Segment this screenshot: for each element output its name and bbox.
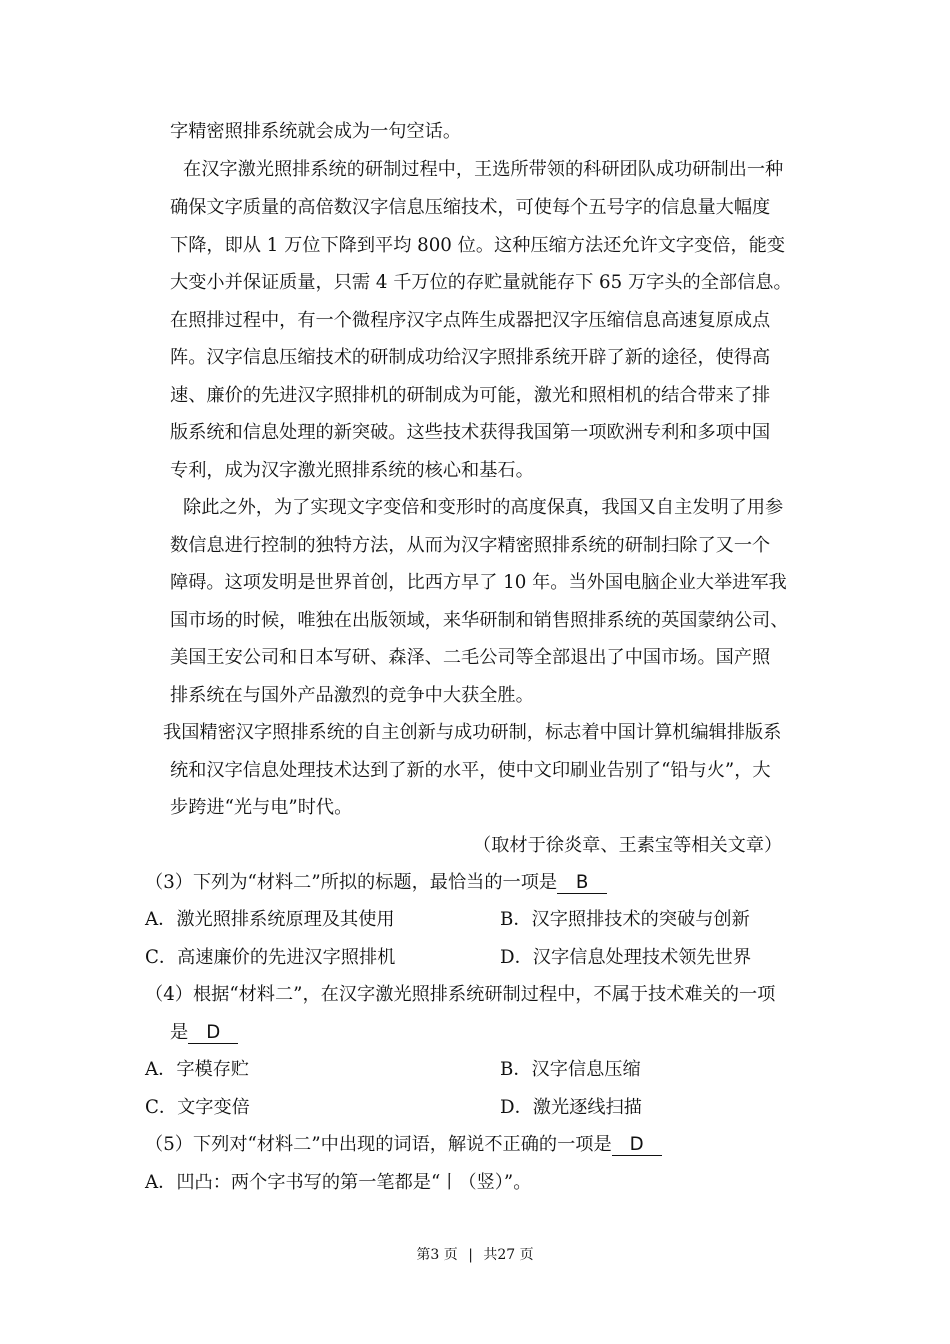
question-stem [145, 1133, 662, 1157]
text-line: 统和汉字信息处理技术达到了新的水平，使中文印刷业告别了“铅与火”，大 [170, 760, 771, 781]
text-line: 国市场的时候，唯独在出版领域，来华研制和销售照排系统的英国蒙纳公司、 [170, 610, 789, 631]
text-line: 下降，即从 1 万位下降到平均 800 位。这种压缩方法还允许文字变倍，能变 [170, 235, 786, 256]
question-text: （5）下列对“材料二”中出现的词语，解说不正确的一项是 [145, 1134, 612, 1155]
answer-blank: B [557, 873, 607, 894]
text-line: 数信息进行控制的独特方法，从而为汉字精密照排系统的研制扫除了又一个 [170, 535, 771, 556]
option-a: A．激光照排系统原理及其使用 [145, 909, 395, 930]
option-a: A．字模存贮 [145, 1059, 250, 1080]
text-line: 在汉字激光照排系统的研制过程中，王选所带领的科研团队成功研制出一种 [183, 159, 784, 180]
answer-blank: D [612, 1135, 662, 1156]
text-line: 大变小并保证质量，只需 4 千万位的存贮量就能存下 65 万字头的全部信息。 [170, 272, 792, 293]
text-line: 除此之外，为了实现文字变倍和变形时的高度保真，我国又自主发明了用参 [183, 497, 784, 518]
text-line: 确保文字质量的高倍数汉字信息压缩技术，可使每个五号字的信息量大幅度 [170, 197, 771, 218]
text-line: 我国精密汉字照排系统的自主创新与成功研制，标志着中国计算机编辑排版系 [163, 722, 782, 743]
text-line: 专利，成为汉字激光照排系统的核心和基石。 [170, 460, 534, 481]
question-text: （3）下列为“材料二”所拟的标题，最恰当的一项是 [145, 872, 558, 893]
text-line: 版系统和信息处理的新突破。这些技术获得我国第一项欧洲专利和多项中国 [170, 422, 771, 443]
option-a: A．凹凸：两个字书写的第一笔都是“丨（竖）”。 [145, 1172, 532, 1193]
option-c: C．高速廉价的先进汉字照排机 [145, 947, 396, 968]
text-line: 障碍。这项发明是世界首创，比西方早了 10 年。当外国电脑企业大举进军我 [170, 572, 787, 593]
page-footer [0, 1246, 950, 1264]
text-line: 排系统在与国外产品激烈的竞争中大获全胜。 [170, 685, 534, 706]
question-text: 是 [170, 1022, 189, 1043]
option-c: C．文字变倍 [145, 1097, 250, 1118]
page-separator: | [468, 1247, 473, 1263]
question-text: （4）根据“材料二”，在汉字激光照排系统研制过程中，不属于技术难关的一项 [145, 984, 776, 1005]
option-d: D．激光逐线扫描 [500, 1097, 642, 1118]
text-line: 字精密照排系统就会成为一句空话。 [170, 121, 462, 142]
option-d: D．汉字信息处理技术领先世界 [500, 947, 752, 968]
question-stem [170, 1021, 238, 1045]
page-number: 第3 页 [416, 1247, 458, 1263]
option-b: B．汉字照排技术的突破与创新 [500, 909, 750, 930]
text-line: 在照排过程中，有一个微程序汉字点阵生成器把汉字压缩信息高速复原成点 [170, 310, 771, 331]
answer-blank: D [188, 1023, 238, 1044]
text-line: 速、廉价的先进汉字照排机的研制成为可能，激光和照相机的结合带来了排 [170, 385, 771, 406]
text-line: 步跨进“光与电”时代。 [170, 797, 353, 818]
source-citation: （取材于徐炎章、王素宝等相关文章） [473, 835, 783, 856]
text-line: 美国王安公司和日本写研、森泽、二毛公司等全部退出了中国市场。国产照 [170, 647, 771, 668]
page-total: 共27 页 [483, 1247, 534, 1263]
question-stem [145, 871, 607, 895]
option-b: B．汉字信息压缩 [500, 1059, 641, 1080]
text-line: 阵。汉字信息压缩技术的研制成功给汉字照排系统开辟了新的途径，使得高 [170, 347, 771, 368]
